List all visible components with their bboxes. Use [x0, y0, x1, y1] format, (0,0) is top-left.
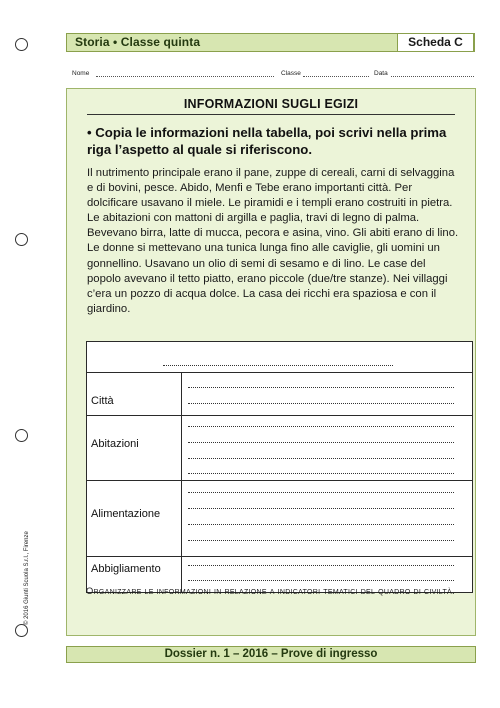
answer-line[interactable]	[188, 442, 454, 443]
table-row-divider	[87, 415, 472, 416]
answer-line[interactable]	[188, 508, 454, 509]
class-label: Classe	[281, 70, 301, 77]
answer-line[interactable]	[188, 387, 454, 388]
binder-hole-1	[15, 38, 28, 51]
binder-hole-3	[15, 429, 28, 442]
table-row-divider	[87, 480, 472, 481]
answer-line[interactable]	[188, 473, 454, 474]
answer-line[interactable]	[188, 540, 454, 541]
answer-line[interactable]	[188, 524, 454, 525]
title-rule	[87, 114, 455, 115]
answer-line[interactable]	[188, 492, 454, 493]
instruction-text: • Copia le informazioni nella tabella, poi scrivi nella prima riga l’aspetto al quale si riferiscono.	[87, 125, 447, 157]
table-body	[86, 372, 473, 593]
table-row-divider	[87, 556, 472, 557]
date-label: Data	[374, 70, 388, 77]
row-label-citta: Città	[91, 395, 114, 407]
footer-bar: Dossier n. 1 – 2016 – Prove di ingresso	[66, 646, 476, 663]
class-field[interactable]	[303, 76, 369, 77]
answer-line[interactable]	[188, 580, 454, 581]
row-label-abitazioni: Abitazioni	[91, 438, 139, 450]
exercise-title: INFORMAZIONI SUGLI EGIZI	[183, 97, 359, 111]
copyright-notice: © 2016 Giunti Scuola S.r.l., Firenze	[24, 531, 30, 625]
sheet-label: Scheda C	[397, 33, 474, 52]
table-column-divider	[181, 373, 182, 592]
answer-line[interactable]	[188, 565, 454, 566]
header-row-box	[86, 341, 473, 374]
row-label-abbigliamento: Abbigliamento	[91, 563, 161, 575]
answer-line[interactable]	[188, 458, 454, 459]
header-bar	[66, 33, 475, 52]
aspect-header-field[interactable]	[163, 365, 393, 366]
student-info-line	[72, 70, 474, 80]
binder-hole-4	[15, 624, 28, 637]
subject-label: Storia • Classe quinta	[75, 35, 201, 49]
name-field[interactable]	[96, 76, 274, 77]
binder-hole-2	[15, 233, 28, 246]
date-field[interactable]	[391, 76, 474, 77]
source-paragraph: Il nutrimento principale erano il pane, zuppe di cereali, carni di selvaggina e di bovini, pesce. Abido, Menfi e Tebe erano importanti città. Per dolcificare usavano il miele. Le piramidi e i templi erano costruiti in pietra. Le abitazioni con mattoni di argilla e paglia, travi di legno di palma. Bevevano birra, latte di mucca, pecora e asina, vino. Gli abiti erano di lino. Le donne si mettevano una tunica lunga fino alle caviglie, gli uomini un gonnellino. Usavano un olio di semi di sesamo e di lino. Le case del popolo avevano il tetto piatto, erano piccole (due/tre stanze). Nei villaggi c’era un pozzo di acqua dolce. La casa dei ricchi era spaziosa e con il giardino.	[87, 167, 459, 315]
answer-line[interactable]	[188, 426, 454, 427]
answer-line[interactable]	[188, 403, 454, 404]
learning-objective: Organizzare le informazioni in relazione a indicatori tematici del quadro di civiltà.	[86, 586, 455, 596]
name-label: Nome	[72, 70, 90, 77]
row-label-alimentazione: Alimentazione	[91, 508, 161, 520]
